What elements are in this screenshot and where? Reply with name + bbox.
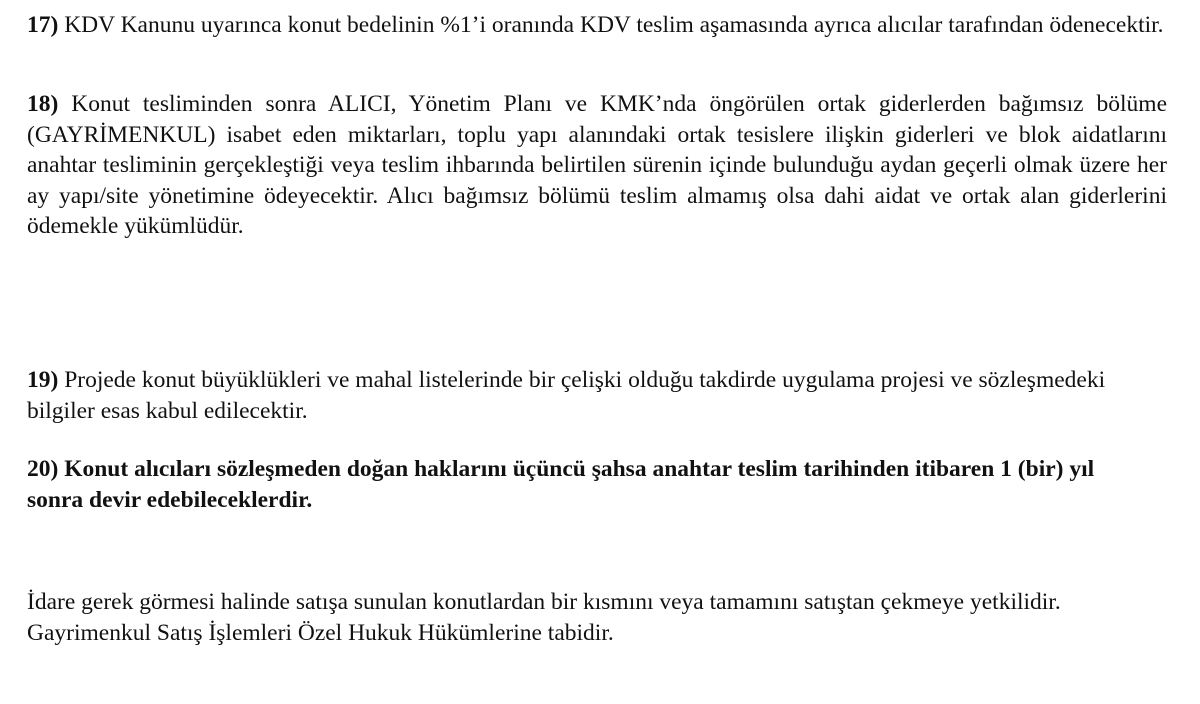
clause-20-number: 20) [27, 456, 59, 482]
clause-17-number: 17) [27, 12, 59, 38]
note-withdrawal: İdare gerek görmesi halinde satışa sunulan konutlardan bir kısmını veya tamamını satıştan çekmeye yetkilidir. [27, 589, 1061, 615]
clause-17-text: KDV Kanunu uyarınca konut bedelinin %1’i oranında KDV teslim aşamasında ayrıca alıcılar tarafından ödenecektir. [64, 12, 1164, 38]
clause-18-number: 18) [27, 91, 59, 117]
clause-20-text: Konut alıcıları sözleşmeden doğan haklarını üçüncü şahsa anahtar teslim tarihinden itibaren 1 (bir) yıl sonra devir edebileceklerdir. [27, 456, 1095, 513]
clause-20 [27, 454, 1152, 515]
closing-notes [27, 587, 1127, 648]
note-legal-basis: Gayrimenkul Satış İşlemleri Özel Hukuk Hükümlerine tabidir. [27, 619, 614, 646]
clause-17 [27, 10, 1175, 41]
clause-18 [27, 89, 1167, 242]
clause-19 [27, 365, 1127, 426]
clause-19-number: 19) [27, 367, 59, 393]
clause-18-text: Konut tesliminden sonra ALICI, Yönetim Planı ve KMK’nda öngörülen ortak giderlerden bağımsız bölüme (GAYRİMENKUL) isabet eden miktarları, toplu yapı alanındaki ortak tesislere ilişkin giderleri ve blok aidatlarını anahtar tesliminin gerçekleştiği veya teslim ihbarında belirtilen sürenin içinde bulunduğu aydan geçerli olmak üzere her ay yapı/site yönetimine ödeyecektir. Alıcı bağımsız bölümü teslim almamış olsa dahi aidat ve ortak alan giderlerini ödemekle yükümlüdür. [27, 91, 1167, 239]
clause-19-text: Projede konut büyüklükleri ve mahal listelerinde bir çelişki olduğu takdirde uygulama projesi ve sözleşmedeki bilgiler esas kabul edilecektir. [27, 367, 1106, 424]
